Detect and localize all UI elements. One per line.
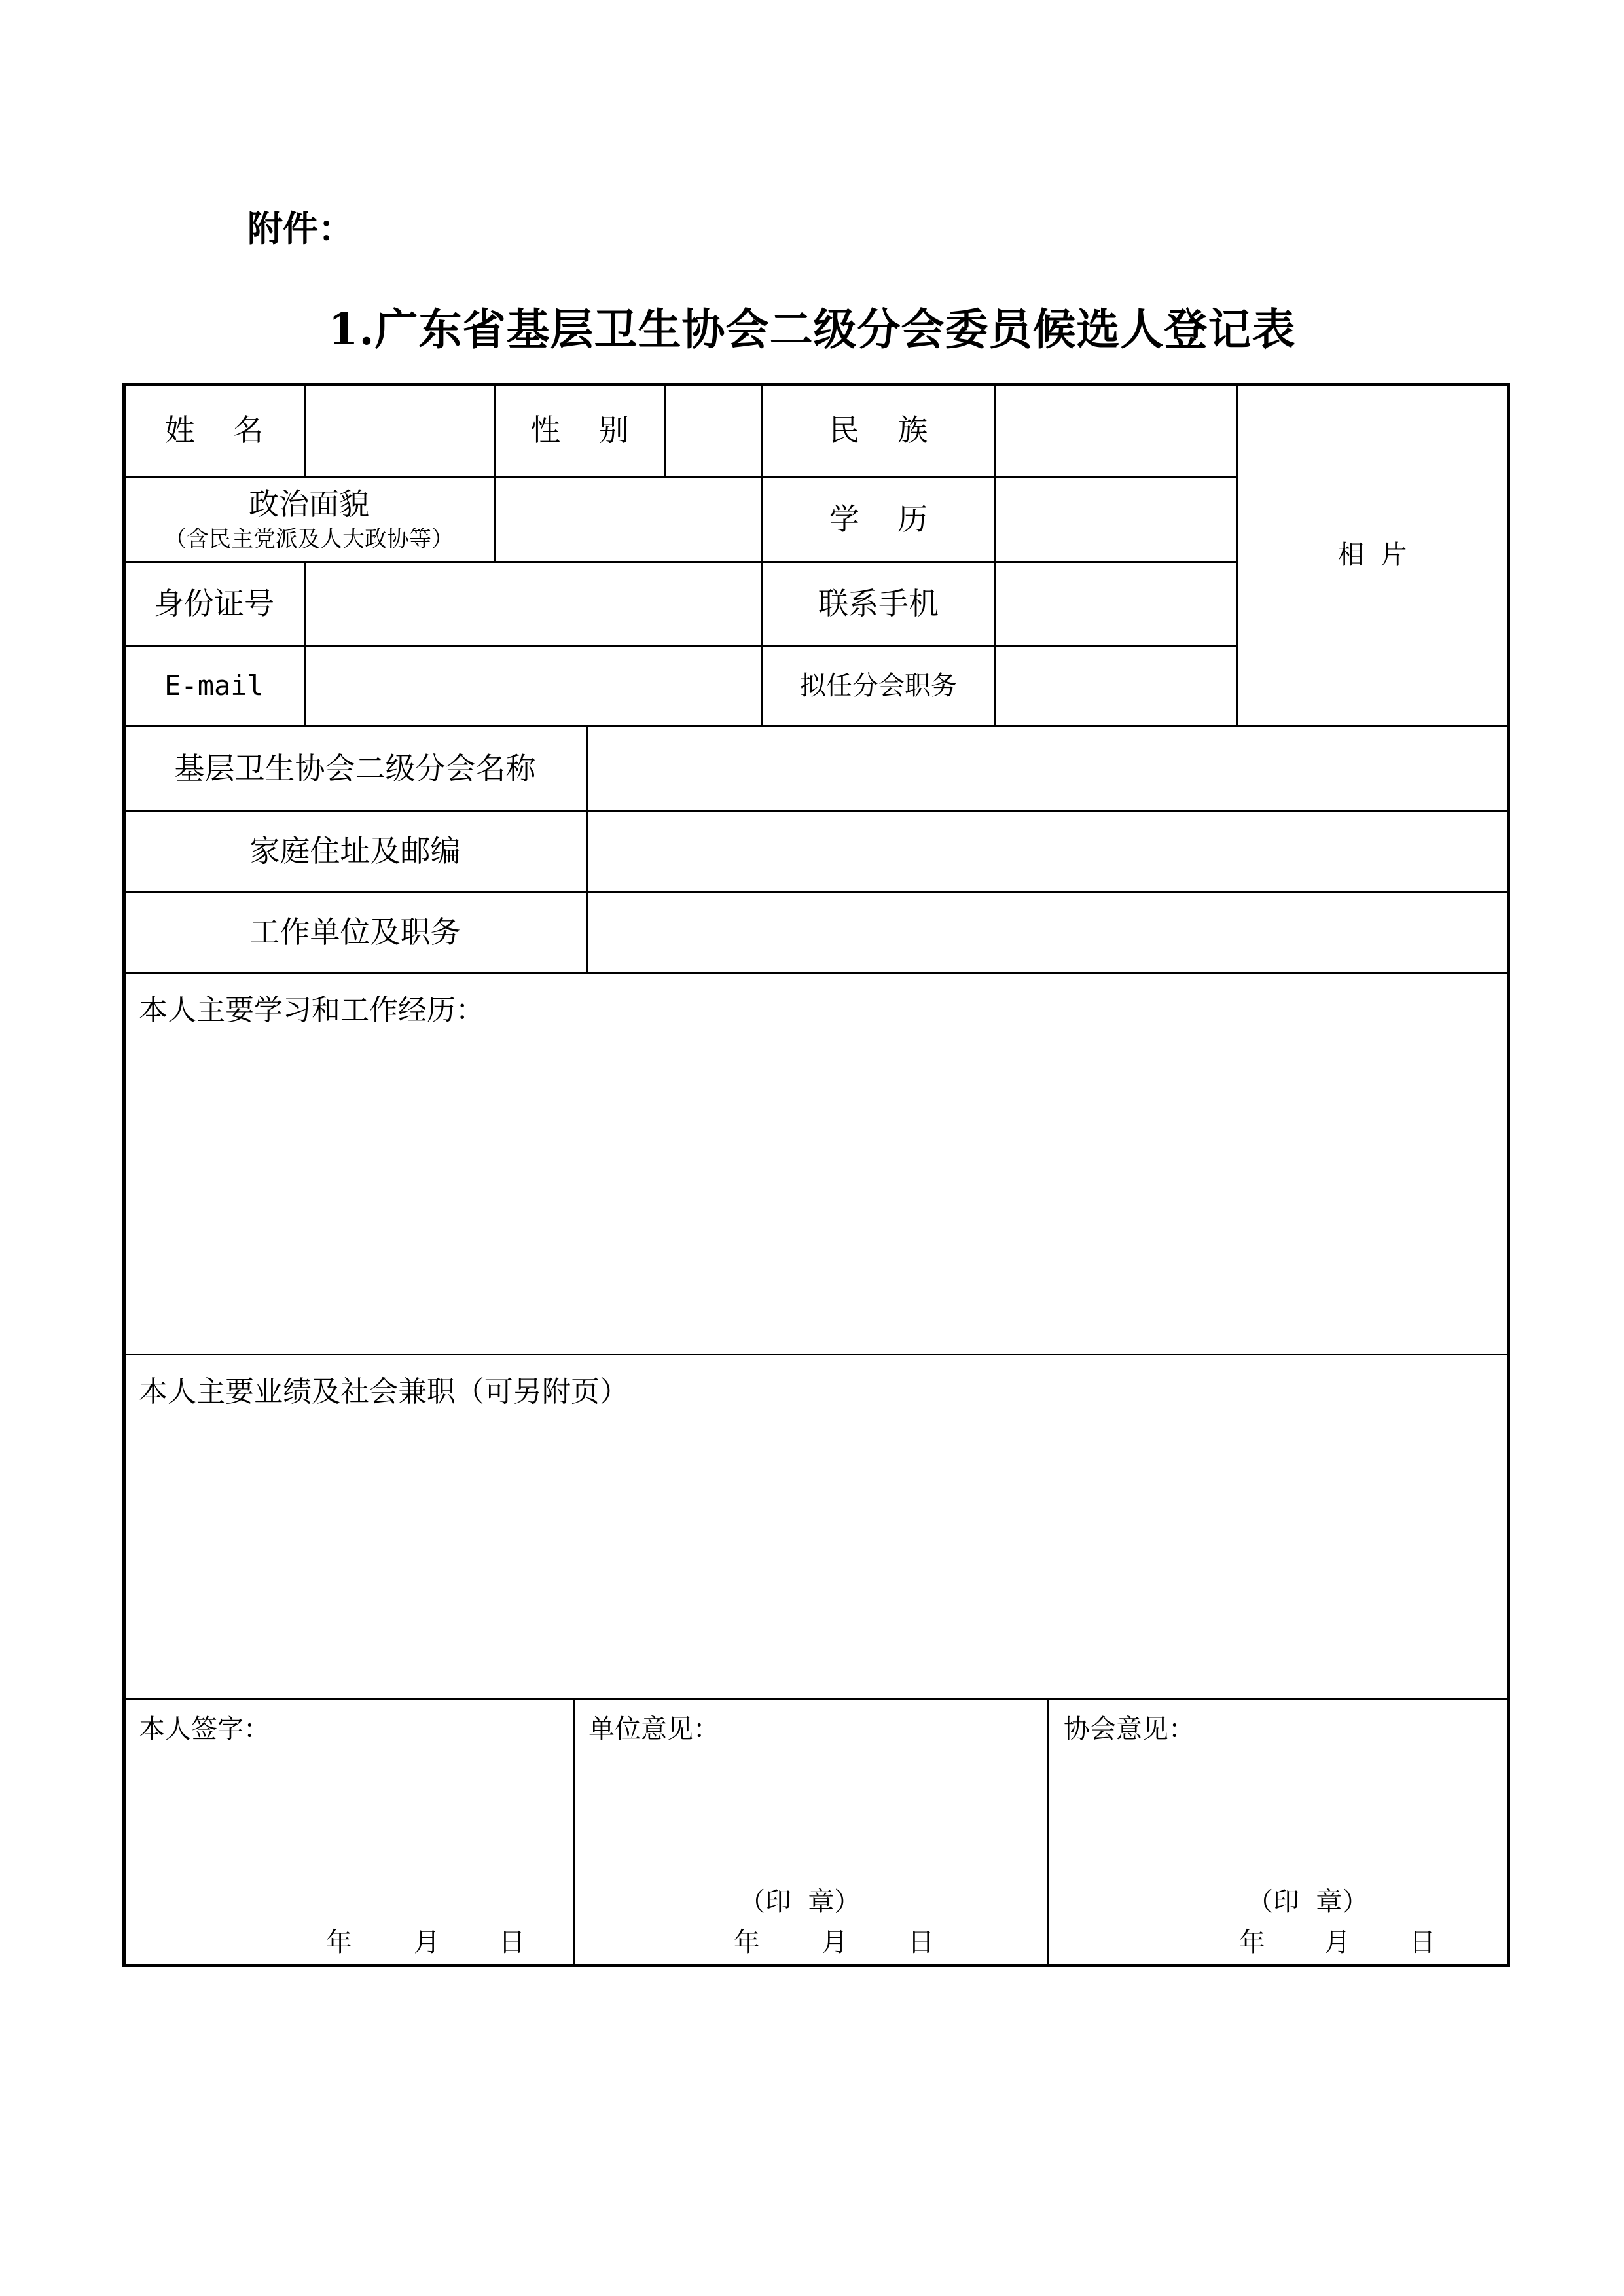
email-input[interactable] xyxy=(306,647,761,725)
experience-label: 本人主要学习和工作经历： xyxy=(139,994,484,1027)
intended-position-label: 拟任分会职务 xyxy=(800,671,957,701)
table-border-right xyxy=(1507,383,1510,1967)
association-opinion-month: 月 xyxy=(1324,1928,1350,1958)
education-input[interactable] xyxy=(996,478,1236,561)
unit-opinion-month: 月 xyxy=(821,1928,848,1958)
name-label: 姓 名 xyxy=(164,412,264,448)
unit-seal-label: （印 章） xyxy=(739,1887,861,1917)
political-status-input[interactable] xyxy=(496,478,761,561)
unit-opinion-day: 日 xyxy=(908,1928,934,1958)
self-sign-day: 日 xyxy=(499,1928,525,1958)
annex-label: 附件： xyxy=(247,207,353,249)
achievements-area[interactable] xyxy=(124,1355,1507,1698)
id-number-label: 身份证号 xyxy=(154,585,274,621)
employer-position-input[interactable] xyxy=(588,893,1507,972)
phone-label: 联系手机 xyxy=(818,585,939,621)
ethnicity-input[interactable] xyxy=(996,385,1236,476)
form-title: 1.广东省基层卫生协会二级分会委员候选人登记表 xyxy=(328,304,1296,355)
phone-input[interactable] xyxy=(996,563,1236,645)
ethnicity-label: 民 族 xyxy=(829,412,928,448)
political-status-label: 政治面貌 xyxy=(249,486,369,522)
table-border-bottom xyxy=(122,1964,1510,1967)
experience-area[interactable] xyxy=(124,974,1507,1354)
unit-opinion-year: 年 xyxy=(734,1928,760,1958)
branch-name-label: 基层卫生协会二级分会名称 xyxy=(174,750,536,786)
self-sign-month: 月 xyxy=(414,1928,440,1958)
intended-position-input[interactable] xyxy=(996,647,1236,725)
branch-name-input[interactable] xyxy=(588,727,1507,810)
employer-position-label: 工作单位及职务 xyxy=(249,914,461,950)
association-opinion-year: 年 xyxy=(1239,1928,1265,1958)
association-opinion-day: 日 xyxy=(1409,1928,1435,1958)
id-number-input[interactable] xyxy=(306,563,761,645)
self-sign-area[interactable] xyxy=(124,1700,573,1964)
photo-box[interactable] xyxy=(1238,385,1507,725)
self-sign-year: 年 xyxy=(326,1928,352,1958)
education-label: 学 历 xyxy=(829,501,928,537)
home-address-label: 家庭住址及邮编 xyxy=(249,833,461,869)
unit-opinion-label: 单位意见： xyxy=(588,1714,719,1744)
gender-input[interactable] xyxy=(666,385,761,476)
association-seal-label: （印 章） xyxy=(1247,1887,1369,1917)
achievements-label: 本人主要业绩及社会兼职（可另附页） xyxy=(139,1375,628,1408)
email-label: E-mail xyxy=(164,669,264,702)
unit-opinion-area[interactable] xyxy=(575,1700,1047,1964)
political-status-note: （含民主党派及人大政协等） xyxy=(164,526,454,552)
photo-label: 相 片 xyxy=(1337,540,1407,570)
self-sign-label: 本人签字： xyxy=(139,1714,270,1744)
home-address-input[interactable] xyxy=(588,812,1507,891)
gender-label: 性 别 xyxy=(530,412,629,448)
political-status-cell xyxy=(124,478,494,561)
association-opinion-label: 协会意见： xyxy=(1064,1714,1195,1744)
association-opinion-area[interactable] xyxy=(1049,1700,1507,1964)
name-input[interactable] xyxy=(306,385,494,476)
